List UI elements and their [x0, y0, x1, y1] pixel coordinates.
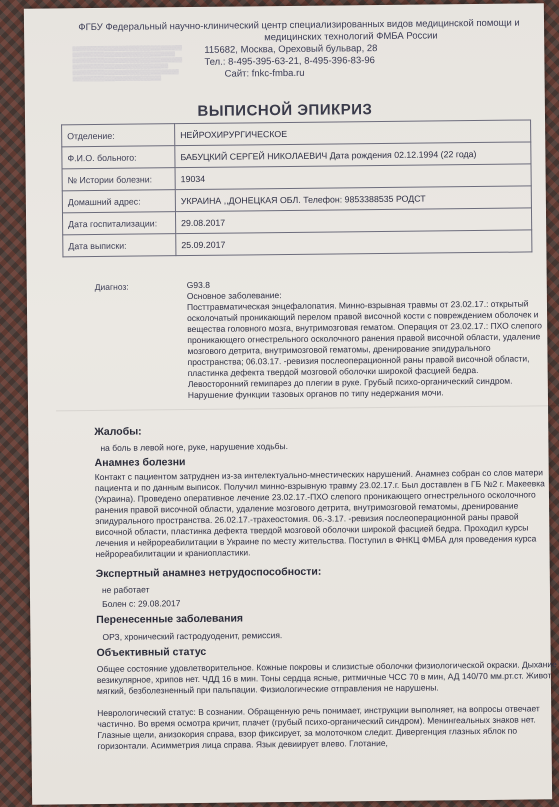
document-page	[24, 3, 557, 804]
info-label: Ф.И.О. больного:	[62, 146, 175, 169]
status-general-text: Общее состояние удовлетворительное. Кожные покровы и слизистые оболочки физиологической окраски. Дыхание везикулярное, хрипов нет. ЧДД 16 в мин. Тоны сердца ясные, ритмичные ЧСС 70 в мин, АД 140/70 мм.рт.ст. Живот мягкий, безболезненный при пальпации. Физиологические отправления не нарушены.	[96, 659, 557, 697]
header-line-1: ФГБУ Федеральный научно-клинический центр специализированных видов медицинской помощи и	[78, 17, 520, 34]
header-line-5: Сайт: fnkc-fmba.ru	[224, 67, 305, 80]
info-label: № Истории болезни:	[62, 168, 175, 191]
info-label: Отделение:	[62, 124, 175, 147]
status-heading: Объективный статус	[96, 645, 207, 660]
letterhead	[64, 17, 535, 82]
info-value: НЕЙРОХИРУРГИЧЕСКОЕ	[175, 120, 531, 146]
info-label: Дата выписки:	[63, 234, 176, 257]
paper-fold	[56, 405, 559, 411]
diagnosis-block	[187, 276, 548, 401]
expert-heading: Экспертный анамнез нетрудоспособности:	[95, 565, 322, 581]
patient-info-table	[61, 119, 532, 257]
info-value: БАБУЦКИЙ СЕРГЕЙ НИКОЛАЕВИЧ Дата рождения 02.12.1994 (22 года)	[175, 142, 531, 168]
header-line-3: 115682, Москва, Ореховый бульвар, 28	[204, 43, 378, 56]
table-row	[63, 230, 532, 257]
info-value: 19034	[175, 164, 531, 190]
status-neuro-text: Неврологический статус: В сознании. Обращенную речь понимает, инструкции выполняет, на вопросы отвечает частично. Во время осмотра кричит, плачет (грубый психо-органический синдром). Менингеальных знаков нет. Глазные щели, анизокория справа, взор фиксирует, за молоточком следит. Дивергенция глазных яблок по горизонтали. Асимметрия лица справа. Язык девиирует влево. Глотание,	[97, 703, 540, 752]
diagnosis-main-label: Основное заболевание:	[186, 290, 282, 302]
info-label: Дата госпитализации:	[62, 212, 175, 235]
complaints-heading: Жалобы:	[94, 425, 142, 439]
expert-line-1: не работает	[101, 584, 150, 595]
header-line-2: медицинских технологий ФМБА России	[264, 30, 438, 44]
expert-line-2: Болен с: 29.08.2017	[102, 598, 181, 609]
letterhead-watermark: ▒▒▒▒▒▒▒▒▒▒▒▒▒▒▒▒▒▒▒▒▒▒▒▒▒▒▒▒▒▒▒ ▒▒▒▒▒▒▒▒▒▒▒▒▒▒▒▒▒▒▒▒▒▒▒▒▒▒▒▒▒ ▒▒▒▒▒▒▒▒▒▒▒▒▒▒▒▒▒▒▒▒▒▒▒▒▒▒▒▒▒▒▒ ▒▒▒▒▒▒▒▒▒▒▒▒▒▒▒▒▒▒▒▒▒▒▒▒▒▒▒ ▒▒▒▒▒▒▒▒▒▒▒▒▒▒▒▒▒▒▒▒▒▒▒▒▒▒▒▒▒▒ ▒▒▒▒▒▒▒▒▒▒▒▒▒▒▒▒▒▒▒▒▒▒▒▒▒	[72, 45, 183, 83]
header-line-4: Тел.: 8-495-395-63-21, 8-495-396-83-96	[204, 55, 375, 68]
info-label: Домашний адрес:	[62, 190, 175, 213]
diagnosis-label: Диагноз:	[94, 281, 129, 293]
diagnosis-text: Посттравматическая энцефалопатия. Минно-взрывная травмы от 23.02.17.: открытый осколочатый проникающий перелом правой височной кости с повреждением оболочек и вещества головного мозга, внутримозговая гематом. Операция от 23.02.17.: ПХО слепого проникающего огнестрельного осколочного ранения правой височной области, удаление мозгового детрита, внутримозговой гематомы, дренирование эпидурального пространства; 06.03.17. -ревизия послеоперационной раны правой височной области, пластинка дефекта твердой мозговой оболочки широкой фасцией бедра.	[186, 298, 542, 379]
anamnesis-text: Контакт с пациентом затруднен из-за интелектуально-мнестических нарушений. Анамнез собран со слов матери пациента и по данным выписок. Получил минно-взрывную травму 23.02.17.г. Был доставлен в ГБ №2 г. Макеевка (Украина). Проведено оперативное лечение 23.02.17.-ПХО слепого проникающего огнестрельного осколочного ранения правой височной области, удаление мозгового детрита, внутримозговой гематомы, дренирование эпидурального пространства. 26.02.17.-трахеостомия. 06.-3.17. -ревизия послеоперационной раны правой височной области, пластинка дефекта твердой мозговой оболочки широкой фасцией бедра. Проходил курсы лечения и нейрореабилитации в Украине по месту жительства. Поступил в ФНКЦ ФМБА для проведения курса нейрореабилитации и краниопластики.	[94, 467, 545, 560]
diagnosis-code: G93.8	[186, 279, 210, 291]
complaints-text: на боль в левой ноге, руке, нарушение ходьбы.	[100, 441, 288, 453]
info-value: 29.08.2017	[175, 208, 531, 234]
past-diseases-text: ОРЗ, хронический гастродуоденит, ремиссия.	[102, 630, 283, 642]
info-value: УКРАИНА ,,ДОНЕЦКАЯ ОБЛ. Телефон: 9853388535 РОДСТ	[175, 186, 531, 212]
diagnosis-extra-1: Левосторонний гемипарез до плегии в руке. Грубый психо-органический синдром.	[187, 375, 513, 390]
info-value: 25.09.2017	[176, 230, 532, 256]
anamnesis-heading: Анамнез болезни	[94, 456, 186, 470]
page-title: ВЫПИСНОЙ ЭПИКРИЗ	[197, 101, 373, 120]
past-diseases-heading: Перенесенные заболевания	[96, 612, 244, 627]
diagnosis-extra-2: Нарушение функции тазовых органов по типу недержания мочи.	[187, 387, 444, 401]
